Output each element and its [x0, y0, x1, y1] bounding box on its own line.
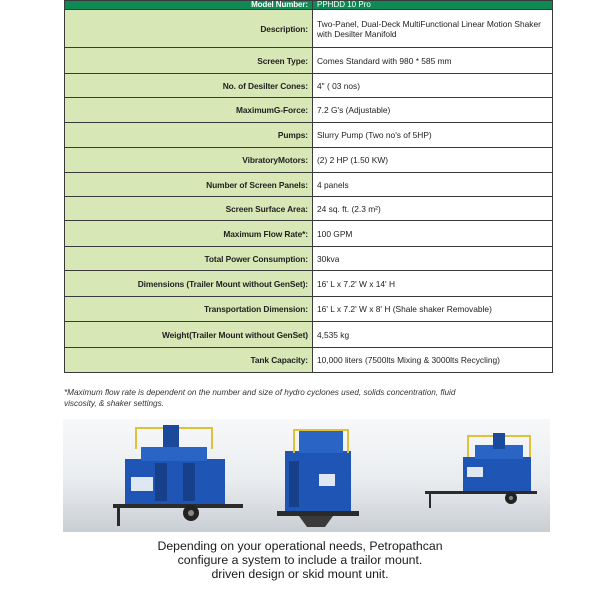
- spec-row: [65, 98, 553, 123]
- spec-row: [65, 297, 553, 322]
- spec-label: Maximum Flow Rate*:: [65, 221, 313, 247]
- spec-label: Tank Capacity:: [65, 348, 313, 373]
- flow-rate-footnote: *Maximum flow rate is dependent on the number and size of hydro cyclones used, solids concentration, fluid viscosity, & shaker settings.: [64, 388, 456, 408]
- spec-label: Total Power Consumption:: [65, 247, 313, 271]
- spec-row: [65, 247, 553, 271]
- spec-value: 24 sq. ft. (2.3 m²): [313, 197, 553, 221]
- spec-value: 100 GPM: [313, 221, 553, 247]
- spec-row: [65, 148, 553, 173]
- spec-label: Description:: [65, 10, 313, 48]
- spec-row: [65, 10, 553, 48]
- trailer-mount-unit-image: [113, 425, 243, 526]
- spec-label: Screen Type:: [65, 48, 313, 74]
- spec-value: Slurry Pump (Two no's of 5HP): [313, 123, 553, 148]
- spec-label: Dimensions (Trailer Mount without GenSet):: [65, 271, 313, 297]
- spec-label: VibratoryMotors:: [65, 148, 313, 173]
- spec-value: 30kva: [313, 247, 553, 271]
- spec-label: Number of Screen Panels:: [65, 173, 313, 197]
- spec-value: 16' L x 7.2' W x 14' H: [313, 271, 553, 297]
- spec-value: (2) 2 HP (1.50 KW): [313, 148, 553, 173]
- spec-label: Weight(Trailer Mount without GenSet): [65, 322, 313, 348]
- spec-row: [65, 221, 553, 247]
- specification-table: [64, 0, 553, 373]
- spec-value: 10,000 liters (7500lts Mixing & 3000lts Recycling): [313, 348, 553, 373]
- spec-value: Two-Panel, Dual-Deck MultiFunctional Linear Motion Shaker with Desilter Manifold: [313, 10, 553, 48]
- spec-row: [65, 48, 553, 74]
- skid-mount-unit-image: [277, 429, 359, 527]
- caption-line-1: Depending on your operational needs, Petropathcan: [157, 539, 443, 553]
- equipment-photo-strip: [63, 419, 550, 532]
- caption-line-2: configure a system to include a trailor mount.: [177, 553, 423, 567]
- spec-table-body: [65, 1, 553, 373]
- spec-label: Transportation Dimension:: [65, 297, 313, 322]
- caption-line-3: driven design or skid mount unit.: [211, 567, 389, 581]
- spec-label: Screen Surface Area:: [65, 197, 313, 221]
- configuration-caption: [100, 539, 500, 581]
- spec-row: [65, 348, 553, 373]
- spec-value: 16' L x 7.2' W x 8' H (Shale shaker Removable): [313, 297, 553, 322]
- spec-value: 7.2 G's (Adjustable): [313, 98, 553, 123]
- small-trailer-unit-image: [425, 433, 537, 508]
- spec-row: [65, 74, 553, 98]
- spec-row: [65, 197, 553, 221]
- spec-value: Comes Standard with 980 * 585 mm: [313, 48, 553, 74]
- spec-value: 4" ( 03 nos): [313, 74, 553, 98]
- spec-label: MaximumG-Force:: [65, 98, 313, 123]
- spec-header-row: [65, 1, 553, 10]
- spec-label: No. of Desilter Cones:: [65, 74, 313, 98]
- spec-value: 4,535 kg: [313, 322, 553, 348]
- spec-row: [65, 173, 553, 197]
- spec-row: [65, 271, 553, 297]
- spec-row: [65, 322, 553, 348]
- model-number-label: Model Number:: [65, 1, 313, 10]
- spec-label: Pumps:: [65, 123, 313, 148]
- model-number-value: PPHDD 10 Pro: [313, 1, 553, 10]
- spec-value: 4 panels: [313, 173, 553, 197]
- spec-row: [65, 123, 553, 148]
